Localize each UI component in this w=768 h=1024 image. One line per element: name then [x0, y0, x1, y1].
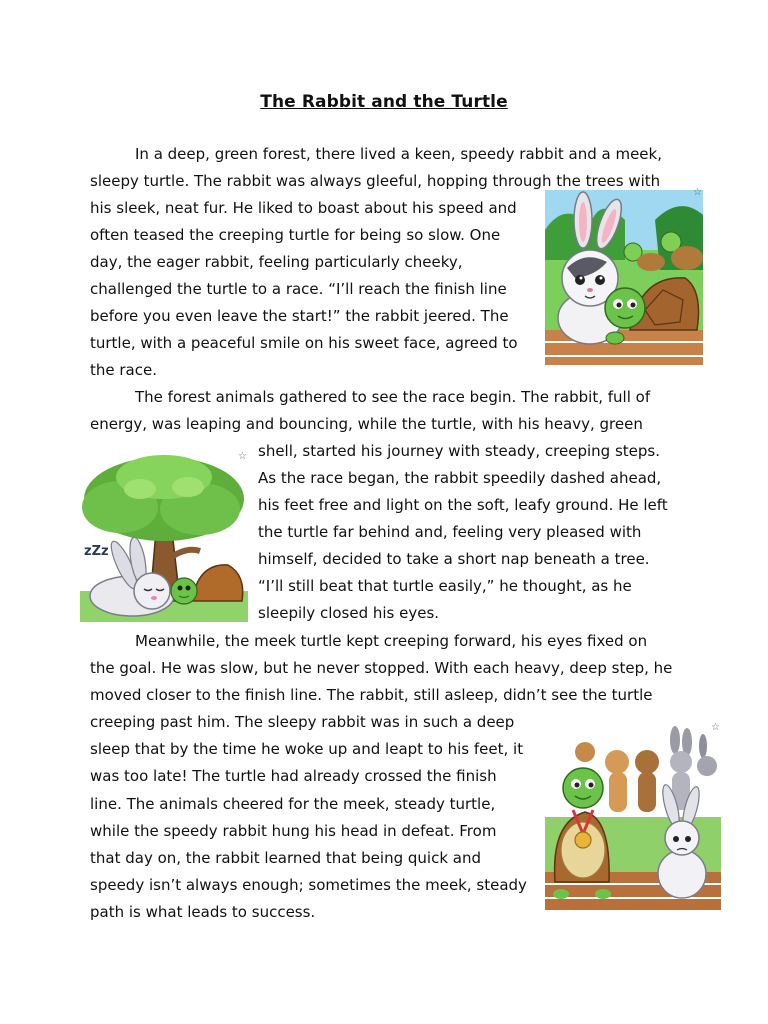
story-line: his feet free and light on the soft, leafy ground. He left	[258, 496, 668, 514]
story-line: sleepy turtle. The rabbit was always gleeful, hopping through the trees with	[90, 172, 661, 190]
story-line: himself, decided to take a short nap beneath a tree.	[258, 550, 650, 568]
story-line: challenged the turtle to a race. “I’ll reach the finish line	[90, 280, 507, 298]
illustration-rabbit-nap	[80, 451, 248, 622]
star-icon: ☆	[238, 451, 247, 462]
story-line: As the race began, the rabbit speedily dashed ahead,	[258, 469, 662, 487]
rabbit-sleeping-under-tree-icon	[80, 451, 248, 622]
illustration-turtle-wins	[545, 722, 721, 910]
story-line: day, the eager rabbit, feeling particularly cheeky,	[90, 253, 463, 271]
snore-text: zZz	[84, 544, 109, 559]
story-line: his sleek, neat fur. He liked to boast about his speed and	[90, 199, 517, 217]
story-line: the goal. He was slow, but he never stopped. With each heavy, deep step, he	[90, 659, 673, 677]
story-line: shell, started his journey with steady, creeping steps.	[258, 442, 660, 460]
story-line: often teased the creeping turtle for being so slow. One	[90, 226, 501, 244]
story-line: path is what leads to success.	[90, 903, 316, 921]
rabbit-and-turtle-at-start-icon	[545, 187, 703, 365]
story-line: the race.	[90, 361, 157, 379]
story-line: moved closer to the finish line. The rabbit, still asleep, didn’t see the turtle	[90, 686, 653, 704]
story-line: before you even leave the start!” the rabbit jeered. The	[90, 307, 509, 325]
story-line: while the speedy rabbit hung his head in defeat. From	[90, 822, 497, 840]
story-line: The forest animals gathered to see the race begin. The rabbit, full of	[135, 388, 651, 406]
story-line: In a deep, green forest, there lived a keen, speedy rabbit and a meek,	[135, 145, 662, 163]
star-icon: ☆	[711, 722, 720, 733]
story-line: line. The animals cheered for the meek, steady turtle,	[90, 795, 496, 813]
turtle-wins-with-medal-icon	[545, 722, 721, 910]
star-icon: ☆	[693, 187, 702, 198]
story-line: speedy isn’t always enough; sometimes the meek, steady	[90, 876, 527, 894]
story-line: “I’ll still beat that turtle easily,” he thought, as he	[258, 577, 632, 595]
story-line: turtle, with a peaceful smile on his sweet face, agreed to	[90, 334, 518, 352]
story-title: The Rabbit and the Turtle	[260, 92, 508, 112]
story-line: that day on, the rabbit learned that being quick and	[90, 849, 481, 867]
story-line: the turtle far behind and, feeling very pleased with	[258, 523, 642, 541]
story-line: energy, was leaping and bouncing, while the turtle, with his heavy, green	[90, 415, 643, 433]
story-line: sleep that by the time he woke up and leapt to his feet, it	[90, 740, 524, 758]
illustration-race-start	[545, 187, 703, 365]
story-line: sleepily closed his eyes.	[258, 604, 440, 622]
story-line: Meanwhile, the meek turtle kept creeping forward, his eyes fixed on	[135, 632, 648, 650]
story-line: was too late! The turtle had already crossed the finish	[90, 767, 497, 785]
story-line: creeping past him. The sleepy rabbit was in such a deep	[90, 713, 515, 731]
